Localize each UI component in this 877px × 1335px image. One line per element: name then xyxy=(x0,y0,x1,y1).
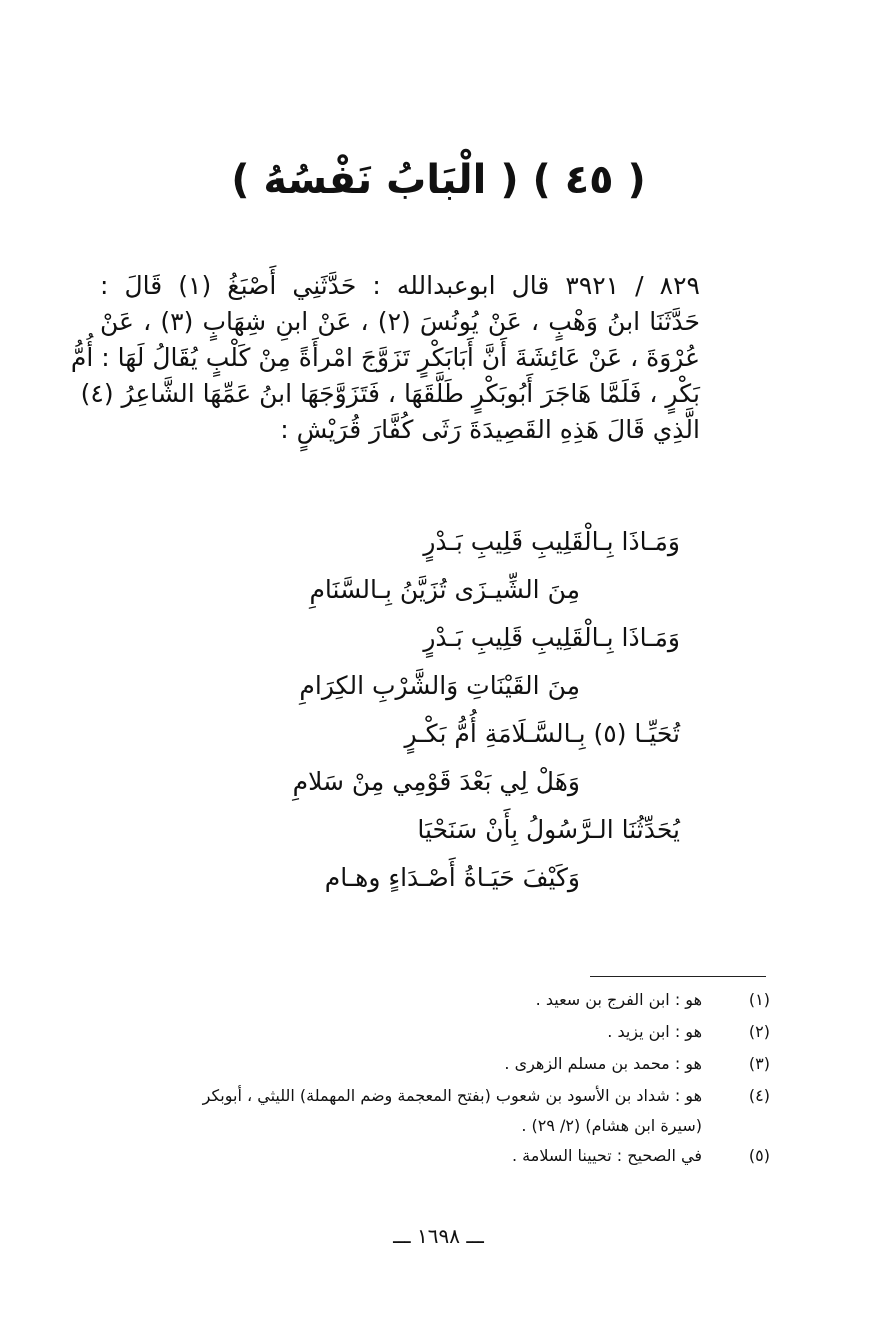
poem-verse: يُحَدِّثُنَا الـرَّسُولُ بِأَنْ سَنَحْيَا xyxy=(417,815,680,844)
hadith-line: حَدَّثَنَا ابنُ وَهْبٍ ، عَنْ يُونُسَ (٢) ، عَنْ ابنِ شِهَابٍ (٣) ، عَنْ xyxy=(100,307,700,336)
poem xyxy=(200,518,700,902)
poem-verse: وَمَـاذَا بِـالْقَلِيبِ قَلِيبِ بَـدْرٍ xyxy=(423,623,680,652)
hadith-line: ٨٢٩ / ٣٩٢١ قال ابوعبدالله : حَدَّثَنِي أَصْبَغُ (١) قَالَ : xyxy=(100,271,700,300)
footnote xyxy=(80,1081,770,1141)
footnote-text: هو : محمد بن مسلم الزهرى . xyxy=(504,1054,702,1073)
footnote-text: في الصحيح : تحيينا السلامة . xyxy=(512,1146,702,1165)
poem-verse: مِنَ الشِّيـزَى تُزَيَّنُ بِـالسَّنَامِ xyxy=(309,575,580,604)
footnote xyxy=(80,985,770,1017)
poem-verse: مِنَ القَيْنَاتِ وَالشَّرْبِ الكِرَامِ xyxy=(299,671,580,700)
footnote-text xyxy=(80,1081,712,1141)
footnote-divider xyxy=(590,976,766,977)
footnote-number: (٢) xyxy=(748,1022,770,1041)
footnote-text: هو : ابن الفرج بن سعيد . xyxy=(535,990,702,1009)
chapter-title: ( ٤٥ ) ( الْبَابُ نَفْسُهُ ) xyxy=(231,157,646,203)
hadith-line: عُرْوَةَ ، عَنْ عَائِشَةَ أَنَّ أَبَابَكْرٍ تَزَوَّجَ امْرأَةً مِنْ كَلْبٍ يُقَالُ لَهَا : أُمُّ xyxy=(70,343,700,372)
poem-verse: تُحَيِّـا (٥) بِـالسَّـلَامَةِ أُمُّ بَكْـرٍ xyxy=(404,719,680,748)
hadith-line: الَّذِي قَالَ هَذِهِ القَصِيدَةَ رَثَى كُفَّارَ قُرَيْشٍ : xyxy=(280,415,700,444)
footnote xyxy=(80,1141,770,1173)
footnote xyxy=(80,1017,770,1049)
footnote-text-line: (سيرة ابن هشام) (٢/ ٢٩) . xyxy=(521,1116,702,1135)
page-number: ـــ ١٦٩٨ ـــ xyxy=(393,1224,484,1248)
poem-verse: وَكَيْفَ حَيَـاةُ أَصْـدَاءٍ وهـام xyxy=(324,863,580,892)
footnote-number: (١) xyxy=(748,990,770,1009)
footnotes xyxy=(80,985,770,1173)
poem-verse: وَمَـاذَا بِـالْقَلِيبِ قَلِيبِ بَـدْرٍ xyxy=(423,527,680,556)
footnote-number: (٤) xyxy=(748,1086,770,1105)
footnote-text: هو : ابن يزيد . xyxy=(607,1022,702,1041)
footnote-text-line: هو : شداد بن الأسود بن شعوب (بفتح المعجمة وضم المهملة) الليثي ، أبوبكر xyxy=(202,1086,702,1105)
hadith-text xyxy=(70,268,700,448)
hadith-line: بَكْرٍ ، فَلَمَّا هَاجَرَ أَبُوبَكْرٍ طَلَّقَهَا ، فَتَزَوَّجَهَا ابنُ عَمِّهَا الشَّاعِرُ (٤) xyxy=(80,379,700,408)
footnote xyxy=(80,1049,770,1081)
footnote-number: (٥) xyxy=(748,1146,770,1165)
footnote-number: (٣) xyxy=(748,1054,770,1073)
poem-verse: وَهَلْ لِي بَعْدَ قَوْمِي مِنْ سَلامِ xyxy=(292,767,580,796)
